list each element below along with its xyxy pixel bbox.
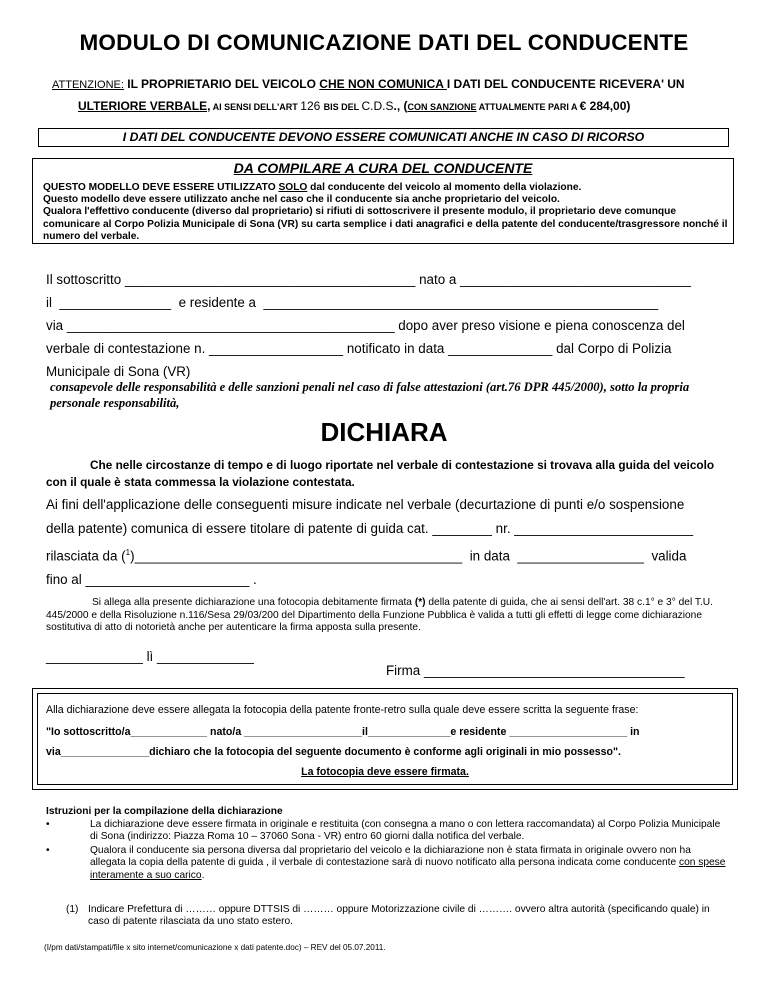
phrase-sottoscritto: "Io sottoscritto/a <box>46 726 131 738</box>
attention-punct: ., ( <box>393 99 408 113</box>
document-footer: (I/pm dati/stampati/file x sito internet/comunicazione x dati patente.doc) – REV del 05.07.2011. <box>44 943 386 952</box>
issued-by-paren: ) <box>130 548 135 564</box>
residence-label: e residente a <box>178 295 256 310</box>
street-label: via <box>46 318 64 333</box>
footnote-1 <box>66 904 726 929</box>
issued-by-field[interactable]: ____________________________________________ <box>134 548 463 564</box>
issue-date-field[interactable]: _________________ <box>517 548 644 564</box>
license-line-2 <box>46 517 726 541</box>
sottoscritto-label: Il sottoscritto <box>46 272 122 287</box>
cds-label: C.D.S <box>361 99 394 113</box>
license-section <box>46 493 726 592</box>
attention-small-2: BIS DEL <box>323 102 362 112</box>
driver-p1-only: SOLO <box>278 182 308 193</box>
footnote-ref: 1 <box>125 548 131 557</box>
attention-line-1 <box>52 77 752 91</box>
date-field[interactable]: _____________ <box>157 649 254 664</box>
signature-line <box>386 663 685 678</box>
phrase-via: via <box>46 746 61 758</box>
form-line-1 <box>46 272 691 287</box>
verbale-number-label: verbale di contestazione n. <box>46 341 206 356</box>
phrase-nato: nato/a <box>210 726 242 738</box>
attention-small-1: AI SENSI DELL'ART <box>210 102 301 112</box>
driver-p1: QUESTO MODELLO DEVE ESSERE UTILIZZATO <box>43 182 279 193</box>
instruction-2-underlined: con spese interamente a suo carico <box>90 857 726 881</box>
name-field[interactable]: _______________________________________ <box>124 272 416 287</box>
phrase-in: in <box>630 726 640 738</box>
li-label: lì <box>146 649 154 664</box>
form-line-5: Municipale di Sona (VR) <box>46 364 191 379</box>
footnote-number: (1) <box>66 904 79 915</box>
residence-field[interactable]: _____________________________________________________ <box>263 295 659 310</box>
place-field[interactable]: _____________ <box>46 649 143 664</box>
notice-box: I DATI DEL CONDUCENTE DEVONO ESSERE COMUNICATI ANCHE IN CASO DI RICORSO <box>38 128 729 147</box>
attachment-note <box>46 597 726 635</box>
attention-text-2: I DATI DEL CONDUCENTE RICEVERA' UN <box>446 77 685 91</box>
license-category-field[interactable]: ________ <box>432 521 492 536</box>
driver-box-body <box>43 182 733 243</box>
license-number-field[interactable]: ________________________ <box>514 521 694 536</box>
instruction-2-end: . <box>201 869 205 881</box>
instruction-2-body: Qualora il conducente sia persona diversa dal proprietario del veicolo e la dichiarazione non è stata firmata in originale ovvero non ha allegata la copia della patente di guida , il verbale di contestazione sarà di nuovo notificato alla persona indicata come conducente <box>90 845 691 869</box>
signature-label: Firma <box>386 663 421 678</box>
responsibility-note: consapevole delle responsabilità e delle sanzioni penali nel caso di false attestazioni (art.76 DPR 445/2000), sotto la propria personale responsabilità, <box>50 380 690 410</box>
birthdate-field[interactable]: _______________ <box>59 295 172 310</box>
sanction-label: CON SANZIONE <box>407 102 477 112</box>
bullet-icon: • <box>46 819 50 830</box>
phrase-residente: e residente <box>450 726 507 738</box>
verbale-number-field[interactable]: __________________ <box>209 341 344 356</box>
driver-box <box>32 158 734 244</box>
valid-until-dot: . <box>253 572 257 588</box>
attachment-star: (*) <box>414 597 426 608</box>
driver-box-heading: DA COMPILARE A CURA DEL CONDUCENTE <box>233 160 533 176</box>
valid-until-field[interactable]: ______________________ <box>85 572 250 588</box>
instructions-heading: Istruzioni per la compilazione della dichiarazione <box>46 806 283 817</box>
further-fine-label: ULTERIORE VERBALE, <box>78 99 211 113</box>
photocopy-phrase-line-2: via_______________dichiaro che la fotocopia del seguente documento è conforme agli originali in mio possesso". <box>46 746 621 758</box>
photocopy-box <box>32 688 738 790</box>
declaration-text <box>46 457 726 491</box>
footnote-text: Indicare Prefettura di ……… oppure DTTSIS di ……… oppure Motorizzazione civile di ………. ovvero altra autorità (specificando quale) in caso di patente rilasciata da uno stato estero. <box>88 904 710 928</box>
instruction-2-text <box>90 845 728 882</box>
sanction-amount: € 284,00) <box>579 99 631 113</box>
street-field[interactable]: ____________________________________________ <box>66 318 395 333</box>
issued-by-label: rilasciata da ( <box>46 548 126 564</box>
driver-p2: Questo modello deve essere utilizzato anche nel caso che il conducente sia anche proprietario del veicolo. <box>43 194 560 206</box>
phrase-il: il <box>362 726 368 738</box>
notification-date-field[interactable]: ______________ <box>448 341 553 356</box>
birthplace-label: nato a <box>419 272 457 287</box>
photocopy-signed-note: La fotocopia deve essere firmata. <box>301 766 469 778</box>
license-number-label: nr. <box>495 521 511 536</box>
attachment-text-2: della patente di guida, che ai sensi dell'art. 38 c.1° e 3° del T.U. 445/2000 e della Risoluzione n.116/Sesa 29/03/200 del Dipartimento della Funzione Pubblica è valida a tutti gli effetti di legge come dichiarazione sostitutiva di atto di notorietà anche per autenticare la firma apposta sulla presente. <box>46 597 713 634</box>
issue-date-label: in data <box>469 548 510 564</box>
form-line-3 <box>46 318 685 333</box>
form-line-4 <box>46 341 671 356</box>
driver-p1-end: dal conducente del veicolo al momento della violazione. <box>307 182 582 193</box>
article-number: 126 <box>300 99 324 113</box>
signature-field[interactable]: ___________________________________ <box>423 663 685 678</box>
notification-date-label: notificato in data <box>346 341 445 356</box>
attention-line-2 <box>78 99 630 113</box>
license-line-3 <box>46 541 726 568</box>
instruction-bullet-2 <box>46 845 728 882</box>
attention-small-3: ATTUALMENTE PARI A <box>476 102 580 112</box>
attachment-text: Si allega alla presente dichiarazione una fotocopia debitamente firmata <box>92 597 415 608</box>
driver-p3: Qualora l'effettivo conducente (diverso dal proprietario) si rifiuti di sottoscrivere il presente modulo, il proprietario deve comunque comunicare al Corpo Polizia Municipale di Sona (VR) su carta semplice i dati anagrafici e della patente del conducente/trasgressore nonché il numero del verbale. <box>43 206 728 242</box>
photocopy-phrase-line-1: "Io sottoscritto/a_____________ nato/a ____________________il______________e residente ____________________ in <box>46 726 640 738</box>
declaration-body: Che nelle circostanze di tempo e di luogo riportate nel verbale di contestazione si trovava alla guida del veicolo con il quale è stata commessa la violazione contestata. <box>46 458 715 489</box>
license-line-4 <box>46 568 726 592</box>
birthplace-field[interactable]: _______________________________ <box>460 272 691 287</box>
dichiara-heading: DICHIARA <box>320 417 448 447</box>
form-line-3-text: dopo aver preso visione e piena conoscenza del <box>398 318 685 333</box>
attention-underlined: CHE NON COMUNICA <box>319 77 447 91</box>
valid-label: valida <box>651 548 687 564</box>
photocopy-box-inner <box>37 693 733 785</box>
photocopy-instruction: Alla dichiarazione deve essere allegata la fotocopia della patente fronte-retro sulla quale deve essere scritta la seguente frase: <box>46 704 639 716</box>
form-line-2 <box>46 295 658 310</box>
phrase-dichiaro: dichiaro che la fotocopia del seguente documento è conforme agli originali in mio possesso". <box>149 746 621 758</box>
birthdate-label: il <box>46 295 52 310</box>
license-line-1: Ai fini dell'applicazione delle conseguenti misure indicate nel verbale (decurtazione di punti e/o sospensione <box>46 497 685 512</box>
instruction-1-text: La dichiarazione deve essere firmata in originale e restituita (con consegna a mano o con lettera raccomandata) al Corpo Polizia Municipale di Sona (indirizzo: Piazza Roma 10 – 37060 Sona - VR) entro 60 giorni dalla notifica del verbale. <box>90 819 721 843</box>
attention-label: ATTENZIONE: <box>52 79 124 91</box>
page-title: MODULO DI COMUNICAZIONE DATI DEL CONDUCENTE <box>79 30 689 55</box>
bullet-icon: • <box>46 845 50 856</box>
place-date-line <box>46 649 254 664</box>
instruction-bullet-1 <box>46 819 728 844</box>
police-label: dal Corpo di Polizia <box>556 341 672 356</box>
valid-until-label: fino al <box>46 572 82 588</box>
license-category-label: della patente) comunica di essere titolare di patente di guida cat. <box>46 521 429 536</box>
attention-text: IL PROPRIETARIO DEL VEICOLO <box>123 77 320 91</box>
